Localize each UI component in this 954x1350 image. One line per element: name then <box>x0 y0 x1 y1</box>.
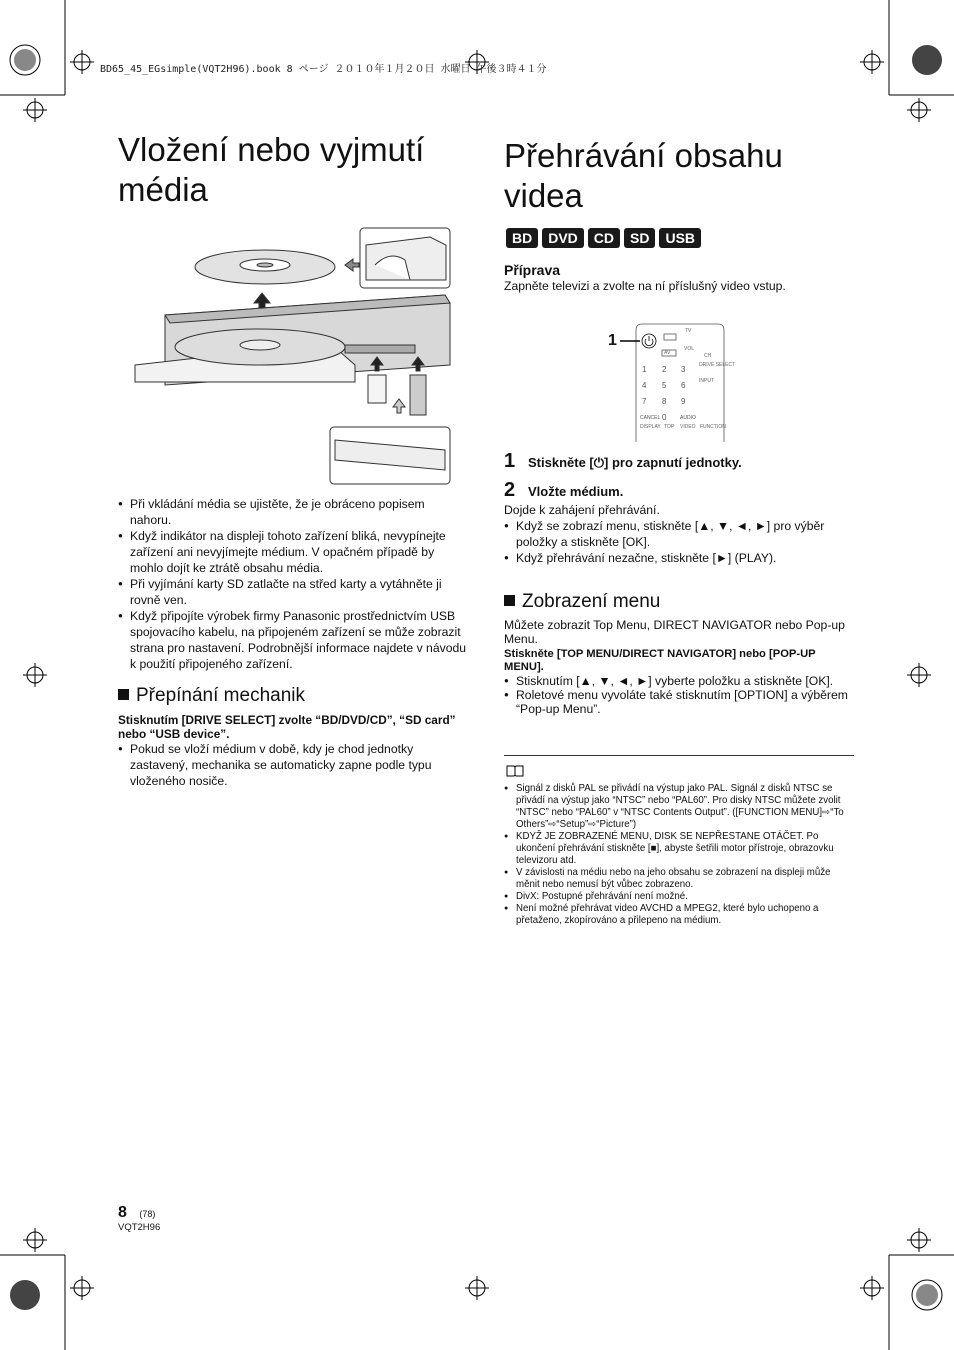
step-2 <box>504 479 854 502</box>
remote-label: DISPLAY <box>640 424 661 430</box>
remote-key: 7 <box>642 397 647 406</box>
remote-label: FUNCTION <box>700 424 726 430</box>
remote-label: VOL <box>684 346 695 352</box>
callout-number: 1 <box>608 332 617 349</box>
prep-section <box>504 262 854 294</box>
remote-key: 2 <box>662 365 667 374</box>
menu-bullet: ● Roletové menu vyvoláte také stisknutím [OPTION] a výběrem “Pop-up Menu”. <box>504 688 854 716</box>
remote-key: 6 <box>681 381 686 390</box>
note-item: ● KDYŽ JE ZOBRAZENÉ MENU, DISK SE NEPŘESTANE OTÁČET. Po ukončení přehrávání stiskněte [■], abyste šetřili motor přístroje, obrazovku televizoru atd. <box>504 831 856 867</box>
remote-key: CANCEL <box>640 415 661 421</box>
remote-label: AV <box>664 350 671 356</box>
menu-section <box>504 591 854 716</box>
note-item: ● V závislosti na médiu nebo na jeho obsahu se zobrazení na displeji může měnit nebo nemusí být vůbec zobrazeno. <box>504 867 856 891</box>
prep-heading: Příprava <box>504 262 561 278</box>
menu-bullet: ● Stisknutím [▲, ▼, ◄, ►] vyberte položku a stiskněte [OK]. <box>504 674 854 688</box>
step-1-number: 1 <box>504 450 516 472</box>
notes-divider <box>504 755 854 756</box>
left-title-line2: média <box>118 171 208 208</box>
remote-control-illustration <box>618 322 736 444</box>
remote-key: 5 <box>662 381 667 390</box>
right-title <box>504 136 864 216</box>
prep-text: Zapněte televizi a zvolte na ní příslušný video vstup. <box>504 279 786 293</box>
remote-label: TV <box>685 328 692 334</box>
step-2-text: Vložte médium. <box>528 484 624 499</box>
page-reference: (78) <box>139 1209 156 1219</box>
step-2-bullet: ● Když přehrávání nezačne, stiskněte [►] (PLAY). <box>504 550 854 566</box>
step-2-number: 2 <box>504 479 516 501</box>
right-title-line2: videa <box>504 177 583 214</box>
book-icon <box>506 764 524 777</box>
file-header: BD65_45_EGsimple(VQT2H96).book 8 ページ ２０１０年１月２０日 水曜日 午後３時４１分 <box>100 64 547 75</box>
step-1 <box>504 450 854 473</box>
remote-key: 0 <box>662 413 667 422</box>
note-item: ● Signál z disků PAL se přivádí na výstup jako PAL. Signál z disků NTSC se přivádí na výstup jako “NTSC” nebo “PAL60”. Pro disky NTSC můžete zvolit “NTSC” nebo “PAL60” v “NTSC Contents Output”. ([FUNCTION MENU]⇨“To Others”⇨“Setup”⇨“Picture”) <box>504 783 856 831</box>
page-footer <box>118 1204 160 1233</box>
notes <box>504 783 856 927</box>
tag-usb: USB <box>659 228 701 248</box>
steps <box>504 450 854 566</box>
remote-label: INPUT <box>699 378 714 384</box>
media-tags <box>506 228 701 248</box>
player-illustration <box>130 225 455 487</box>
page-number: 8 <box>118 1204 127 1221</box>
remote-key: 1 <box>642 365 647 374</box>
left-bullets <box>118 496 468 672</box>
drive-bullet: ● Pokud se vloží médium v době, kdy je chod jednotky zastavený, mechanika se automaticky zapne podle typu vloženého nosiče. <box>118 741 468 789</box>
menu-bold-text: Stiskněte [TOP MENU/DIRECT NAVIGATOR] nebo [POP-UP MENU]. <box>504 648 816 673</box>
menu-heading: Zobrazení menu <box>504 591 854 613</box>
left-title-line1: Vložení nebo vyjmutí <box>118 131 425 168</box>
left-bullet: ● Když připojíte výrobek firmy Panasonic prostřednictvím USB spojovacího kabelu, na připojeném zařízení se může zobrazit strana pro nastavení. Podrobnější informace najdete v návodu k použití připojeného zařízení. <box>118 608 468 672</box>
remote-label: CH <box>704 353 712 359</box>
note-item: ● Není možné přehrávat video AVCHD a MPEG2, které bylo uchopeno a přetaženo, zkopírováno a přilepeno na médium. <box>504 903 856 927</box>
drive-heading: Přepínání mechanik <box>118 685 468 707</box>
step-1-text: Stiskněte [⏻] pro zapnutí jednotky. <box>528 455 742 470</box>
tag-cd: CD <box>588 228 620 248</box>
left-bullet: ● Při vkládání média se ujistěte, že je obráceno popisem nahoru. <box>118 496 468 528</box>
remote-key: 4 <box>642 381 647 390</box>
right-title-line1: Přehrávání obsahu <box>504 137 783 174</box>
remote-key: AUDIO <box>680 415 696 421</box>
remote-key: 9 <box>681 397 686 406</box>
left-bullet: ● Když indikátor na displeji tohoto zařízení bliká, nevypínejte zařízení ani nevyjímejte médium. V opačném případě by mohlo dojít ke ztrátě obsahu média. <box>118 528 468 576</box>
remote-key: 8 <box>662 397 667 406</box>
remote-label: VIDEO <box>680 424 696 430</box>
left-bullet: ● Při vyjímání karty SD zatlačte na střed karty a vytáhněte ji rovně ven. <box>118 576 468 608</box>
drive-bold-text: Stisknutím [DRIVE SELECT] zvolte “BD/DVD/CD”, “SD card” nebo “USB device”. <box>118 713 456 741</box>
remote-label: TOP <box>664 424 675 430</box>
step-2-subtext: Dojde k zahájení přehrávání. <box>504 503 660 517</box>
left-title <box>118 130 478 210</box>
step-2-bullet: ● Když se zobrazí menu, stiskněte [▲, ▼, ◄, ►] pro výběr položky a stiskněte [OK]. <box>504 518 854 550</box>
note-item: ● DivX: Postupné přehrávání není možné. <box>504 891 856 903</box>
remote-label: DRIVE SELECT <box>699 362 736 368</box>
model-code: VQT2H96 <box>118 1222 161 1233</box>
tag-bd: BD <box>506 228 538 248</box>
tag-sd: SD <box>624 228 655 248</box>
remote-key: 3 <box>681 365 686 374</box>
menu-text: Můžete zobrazit Top Menu, DIRECT NAVIGATOR nebo Pop-up Menu. <box>504 618 845 646</box>
drive-section <box>118 685 468 789</box>
tag-dvd: DVD <box>542 228 584 248</box>
